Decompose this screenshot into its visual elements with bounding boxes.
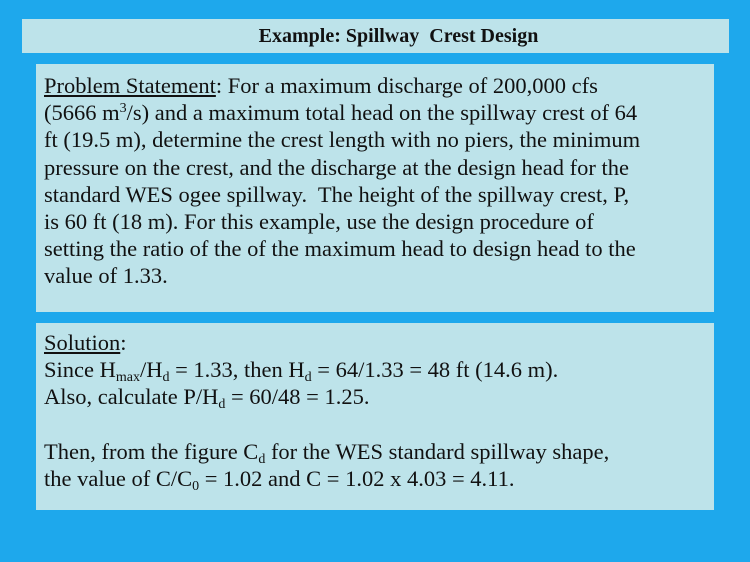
solution-heading-line: Solution:: [44, 330, 127, 355]
solution-line-3: Then, from the figure $C_d$ for the WES standard spillway shape,: [44, 438, 610, 467]
problem-heading: Problem Statement: [44, 73, 216, 98]
problem-line-6: is 60 ft (18 m). For this example, use the design procedure of: [44, 209, 594, 235]
solution-heading: Solution: [44, 330, 121, 355]
problem-line-5: standard WES ogee spillway. The height of the spillway crest, P,: [44, 181, 630, 207]
solution-line-1: Since $H_{max}/H_d = 1.33$, then $H_d = 64/1.33 = 48$ ft (14.6 m).: [44, 357, 559, 386]
problem-line-4: pressure on the crest, and the discharge at the design head for the: [44, 154, 629, 180]
problem-line-1: Problem Statement: For a maximum discharge of 200,000 cfs: [44, 73, 598, 98]
problem-line-3: ft (19.5 m), determine the crest length with no piers, the minimum: [44, 127, 641, 153]
solution-line-4: the value of $C/C_0 = 1.02$ and C = 1.02 x 4.03 = 4.11.: [44, 465, 515, 494]
solution-line-2: Also, calculate $P/H_d = 60/48 = 1.25$.: [44, 384, 370, 413]
solution-box: [36, 323, 714, 510]
problem-line-8: value of 1.33.: [44, 263, 168, 289]
slide-title: Example: Spillway Crest Design: [258, 25, 539, 47]
title-banner: [22, 19, 729, 53]
blank-line: [44, 411, 714, 438]
problem-line-2: (5666 $m^3/s$) and a maximum total head on the spillway crest of 64: [44, 100, 638, 126]
problem-line-7: setting the ratio of the of the maximum head to design head to the: [44, 236, 636, 262]
problem-statement-box: [36, 64, 714, 312]
